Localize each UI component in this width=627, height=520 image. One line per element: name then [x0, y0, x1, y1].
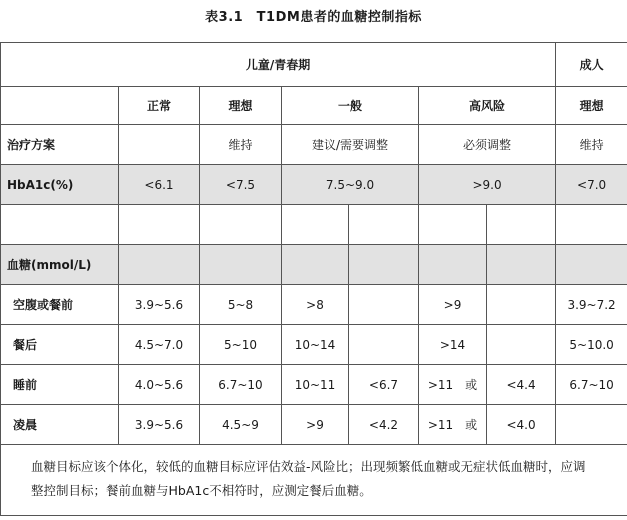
cell-bedtime-general-b: <6.7: [349, 365, 419, 405]
group-adult-header: 成人: [556, 43, 627, 87]
cell-night-high-b: <4.0: [487, 405, 556, 445]
cell-postprandial-normal: 4.5~7.0: [119, 325, 200, 365]
table-row-glucose-header: [1, 245, 627, 285]
col-general-header: 一般: [282, 87, 419, 125]
empty-cell: [487, 205, 556, 245]
cell-night-adult: [556, 405, 627, 445]
empty-cell: [349, 245, 419, 285]
cell-night-ideal: 4.5~9: [200, 405, 282, 445]
cell-night-general-b: <4.2: [349, 405, 419, 445]
header-row-groups: [1, 43, 627, 87]
row-label-fasting: 空腹或餐前: [1, 285, 119, 325]
cell-postprandial-high-a: >14: [419, 325, 487, 365]
group-children-header: 儿童/青春期: [1, 43, 556, 87]
table-footnote: 血糖目标应该个体化，较低的血糖目标应评估效益-风险比；出现频繁低血糖或无症状低血糖时，应调整控制目标；餐前血糖与HbA1c不相符时，应测定餐后血糖。: [1, 445, 627, 516]
header-row-columns: [1, 87, 627, 125]
table-row-fasting: [1, 285, 627, 325]
cell-bedtime-normal: 4.0~5.6: [119, 365, 200, 405]
cell-postprandial-general-a: 10~14: [282, 325, 349, 365]
cell-postprandial-general-b: [349, 325, 419, 365]
cell-treatment-high-risk: 必须调整: [419, 125, 556, 165]
table-title: 表3.1 T1DM患者的血糖控制指标: [205, 10, 422, 25]
cell-bedtime-ideal: 6.7~10: [200, 365, 282, 405]
corner-cell: [1, 87, 119, 125]
table-row-empty: [1, 205, 627, 245]
col-high-risk-header: 高风险: [419, 87, 556, 125]
cell-hba1c-general: 7.5~9.0: [282, 165, 419, 205]
row-label-treatment: 治疗方案: [1, 125, 119, 165]
cell-fasting-high-a: >9: [419, 285, 487, 325]
empty-cell: [200, 205, 282, 245]
cell-fasting-adult: 3.9~7.2: [556, 285, 627, 325]
glucose-control-table: [0, 42, 627, 516]
cell-fasting-general-b: [349, 285, 419, 325]
table-row-note: [1, 445, 627, 516]
cell-hba1c-adult: <7.0: [556, 165, 627, 205]
table-row-hba1c: [1, 165, 627, 205]
cell-postprandial-high-b: [487, 325, 556, 365]
empty-cell: [419, 245, 487, 285]
empty-cell: [119, 245, 200, 285]
cell-fasting-ideal: 5~8: [200, 285, 282, 325]
empty-cell: [487, 245, 556, 285]
empty-cell: [419, 205, 487, 245]
cell-fasting-high-b: [487, 285, 556, 325]
empty-cell: [1, 205, 119, 245]
cell-night-general-a: >9: [282, 405, 349, 445]
empty-cell: [556, 205, 627, 245]
table-row-night: [1, 405, 627, 445]
empty-cell: [282, 205, 349, 245]
row-label-night: 凌晨: [1, 405, 119, 445]
cell-bedtime-high-a: >11 或: [419, 365, 487, 405]
empty-cell: [200, 245, 282, 285]
cell-treatment-ideal: 维持: [200, 125, 282, 165]
empty-cell: [282, 245, 349, 285]
empty-cell: [349, 205, 419, 245]
cell-fasting-general-a: >8: [282, 285, 349, 325]
cell-treatment-general: 建议/需要调整: [282, 125, 419, 165]
table-row-treatment: [1, 125, 627, 165]
cell-treatment-adult: 维持: [556, 125, 627, 165]
empty-cell: [556, 245, 627, 285]
table-row-postprandial: [1, 325, 627, 365]
cell-hba1c-normal: <6.1: [119, 165, 200, 205]
row-label-bedtime: 睡前: [1, 365, 119, 405]
row-label-hba1c: HbA1c(%): [1, 165, 119, 205]
cell-bedtime-high-b: <4.4: [487, 365, 556, 405]
cell-night-normal: 3.9~5.6: [119, 405, 200, 445]
cell-hba1c-ideal: <7.5: [200, 165, 282, 205]
cell-night-high-a: >11 或: [419, 405, 487, 445]
cell-postprandial-adult: 5~10.0: [556, 325, 627, 365]
cell-bedtime-adult: 6.7~10: [556, 365, 627, 405]
cell-fasting-normal: 3.9~5.6: [119, 285, 200, 325]
empty-cell: [119, 205, 200, 245]
row-label-postprandial: 餐后: [1, 325, 119, 365]
cell-hba1c-high-risk: >9.0: [419, 165, 556, 205]
col-adult-ideal-header: 理想: [556, 87, 627, 125]
cell-postprandial-ideal: 5~10: [200, 325, 282, 365]
cell-bedtime-general-a: 10~11: [282, 365, 349, 405]
cell-treatment-normal: [119, 125, 200, 165]
col-normal-header: 正常: [119, 87, 200, 125]
col-ideal-header: 理想: [200, 87, 282, 125]
table-row-bedtime: [1, 365, 627, 405]
row-label-glucose: 血糖(mmol/L): [1, 245, 119, 285]
